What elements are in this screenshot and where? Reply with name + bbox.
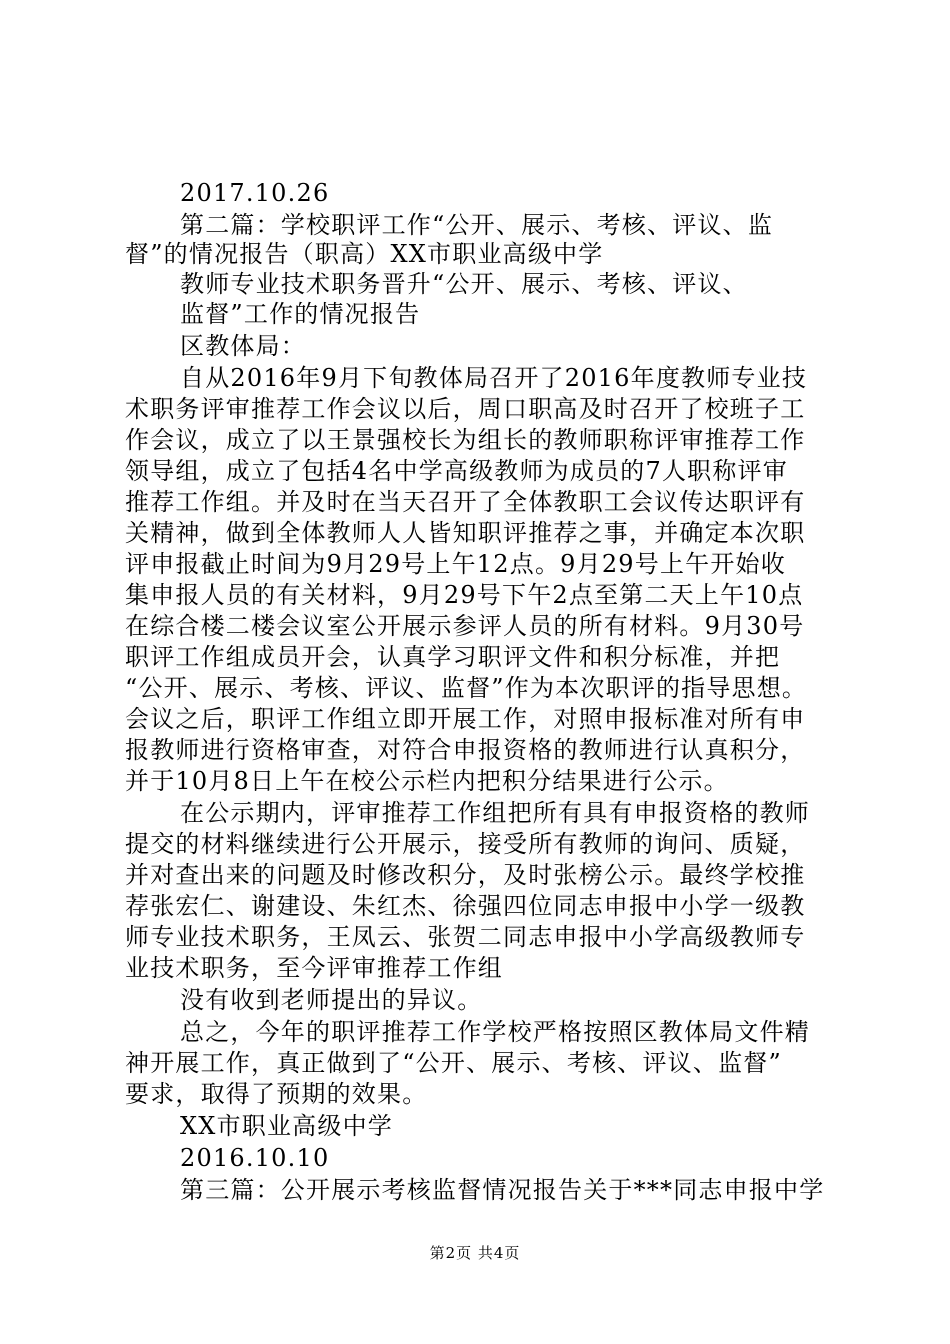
body-text-line: 要求，取得了预期的效果。: [125, 1080, 428, 1108]
body-text-line: 关精神，做到全体教师人人皆知职评推荐之事，并确定本次职: [125, 519, 806, 547]
report-title-line: 监督”工作的情况报告: [180, 300, 421, 328]
body-text-line: 作会议，成立了以王景强校长为组长的教师职称评审推荐工作: [125, 426, 806, 454]
body-text-line: 并对查出来的问题及时修改积分，及时张榜公示。最终学校推: [125, 861, 806, 889]
page-number-footer: 第2页 共4页: [429, 1244, 521, 1262]
body-text-line: 没有收到老师提出的异议。: [180, 986, 483, 1014]
body-text-line: 报教师进行资格审查，对符合申报资格的教师进行认真积分，: [125, 736, 806, 764]
body-text-line: 总之，今年的职评推荐工作学校严格按照区教体局文件精: [180, 1018, 810, 1046]
body-text-line: 在综合楼二楼会议室公开展示参评人员的所有材料。9月30号: [125, 612, 805, 640]
body-text-line: 自从2016年9月下旬教体局召开了2016年度教师专业技: [180, 364, 808, 392]
body-text-line: 推荐工作组。并及时在当天召开了全体教职工会议传达职评有: [125, 488, 806, 516]
body-text-line: 荐张宏仁、谢建设、朱红杰、徐强四位同志申报中小学一级教: [125, 892, 806, 920]
body-text-line: 会议之后，职评工作组立即开展工作，对照申报标准对所有申: [125, 705, 806, 733]
body-text-line: 职评工作组成员开会，认真学习职评文件和积分标准，并把: [125, 643, 781, 671]
report-title-line: 教师专业技术职务晋升“公开、展示、考核、评议、: [180, 270, 748, 298]
section-title-line: 督”的情况报告（职高）XX市职业高级中学: [125, 240, 604, 268]
section-title-line: 第二篇：学校职评工作“公开、展示、考核、评议、监: [180, 211, 774, 239]
body-text-line: 集申报人员的有关材料，9月29号下午2点至第二天上午10点: [125, 581, 804, 609]
body-text-line: 并于10月8日上午在校公示栏内把积分结果进行公示。: [125, 767, 729, 795]
body-text-line: 在公示期内，评审推荐工作组把所有具有申报资格的教师: [180, 799, 810, 827]
body-text-line: 神开展工作，真正做到了“公开、展示、考核、评议、监督”: [125, 1049, 782, 1077]
body-text-line: 术职务评审推荐工作会议以后，周口职高及时召开了校班子工: [125, 395, 806, 423]
signature-line: XX市职业高级中学: [180, 1112, 393, 1140]
addressee-line: 区教体局：: [180, 332, 306, 360]
date-line: 2017.10.26: [180, 179, 330, 207]
body-text-line: “公开、展示、考核、评议、监督”作为本次职评的指导思想。: [125, 674, 808, 702]
signature-date-line: 2016.10.10: [180, 1144, 330, 1172]
body-text-line: 提交的材料继续进行公开展示，接受所有教师的询问、质疑，: [125, 830, 806, 858]
body-text-line: 评申报截止时间为9月29号上午12点。9月29号上午开始收: [125, 550, 786, 578]
next-section-title-line: 第三篇：公开展示考核监督情况报告关于***同志申报中学: [180, 1176, 825, 1204]
body-text-line: 业技术职务，至今评审推荐工作组: [125, 954, 503, 982]
body-text-line: 师专业技术职务，王凤云、张贺二同志申报中小学高级教师专: [125, 923, 806, 951]
body-text-line: 领导组，成立了包括4名中学高级教师为成员的7人职称评审: [125, 457, 788, 485]
